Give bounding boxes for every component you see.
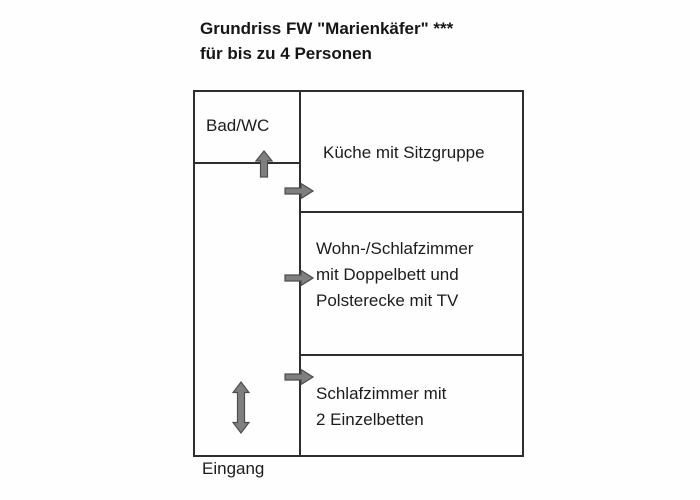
bedroom-door-arrow-right-icon bbox=[284, 368, 314, 386]
kitchen-door-arrow-right-icon bbox=[284, 182, 314, 200]
room-label-living-line-2: mit Doppelbett und bbox=[316, 265, 459, 284]
wall-bathroom-bottom bbox=[193, 162, 300, 164]
wall-living-bottom bbox=[300, 354, 524, 356]
bathroom-door-arrow-up-icon bbox=[255, 150, 273, 178]
room-label-living-line-1: Wohn-/Schlafzimmer bbox=[316, 239, 474, 258]
room-label-bedroom bbox=[316, 381, 446, 433]
living-door-arrow-right-icon bbox=[284, 269, 314, 287]
page-title bbox=[200, 16, 453, 66]
room-label-kitchen: Küche mit Sitzgruppe bbox=[323, 143, 485, 162]
room-label-bathroom: Bad/WC bbox=[206, 116, 270, 135]
room-label-living bbox=[316, 236, 473, 314]
title-line-1: Grundriss FW "Marienkäfer" *** bbox=[200, 19, 454, 38]
title-line-2: für bis zu 4 Personen bbox=[200, 44, 372, 63]
hallway-passage-arrow-up-down-icon bbox=[232, 381, 250, 434]
room-label-living-line-3: Polsterecke mit TV bbox=[316, 291, 459, 310]
room-label-bedroom-line-1: Schlafzimmer mit bbox=[316, 384, 447, 403]
room-label-bedroom-line-2: 2 Einzelbetten bbox=[316, 410, 424, 429]
wall-kitchen-bottom bbox=[300, 211, 524, 213]
entrance-label: Eingang bbox=[202, 459, 265, 478]
